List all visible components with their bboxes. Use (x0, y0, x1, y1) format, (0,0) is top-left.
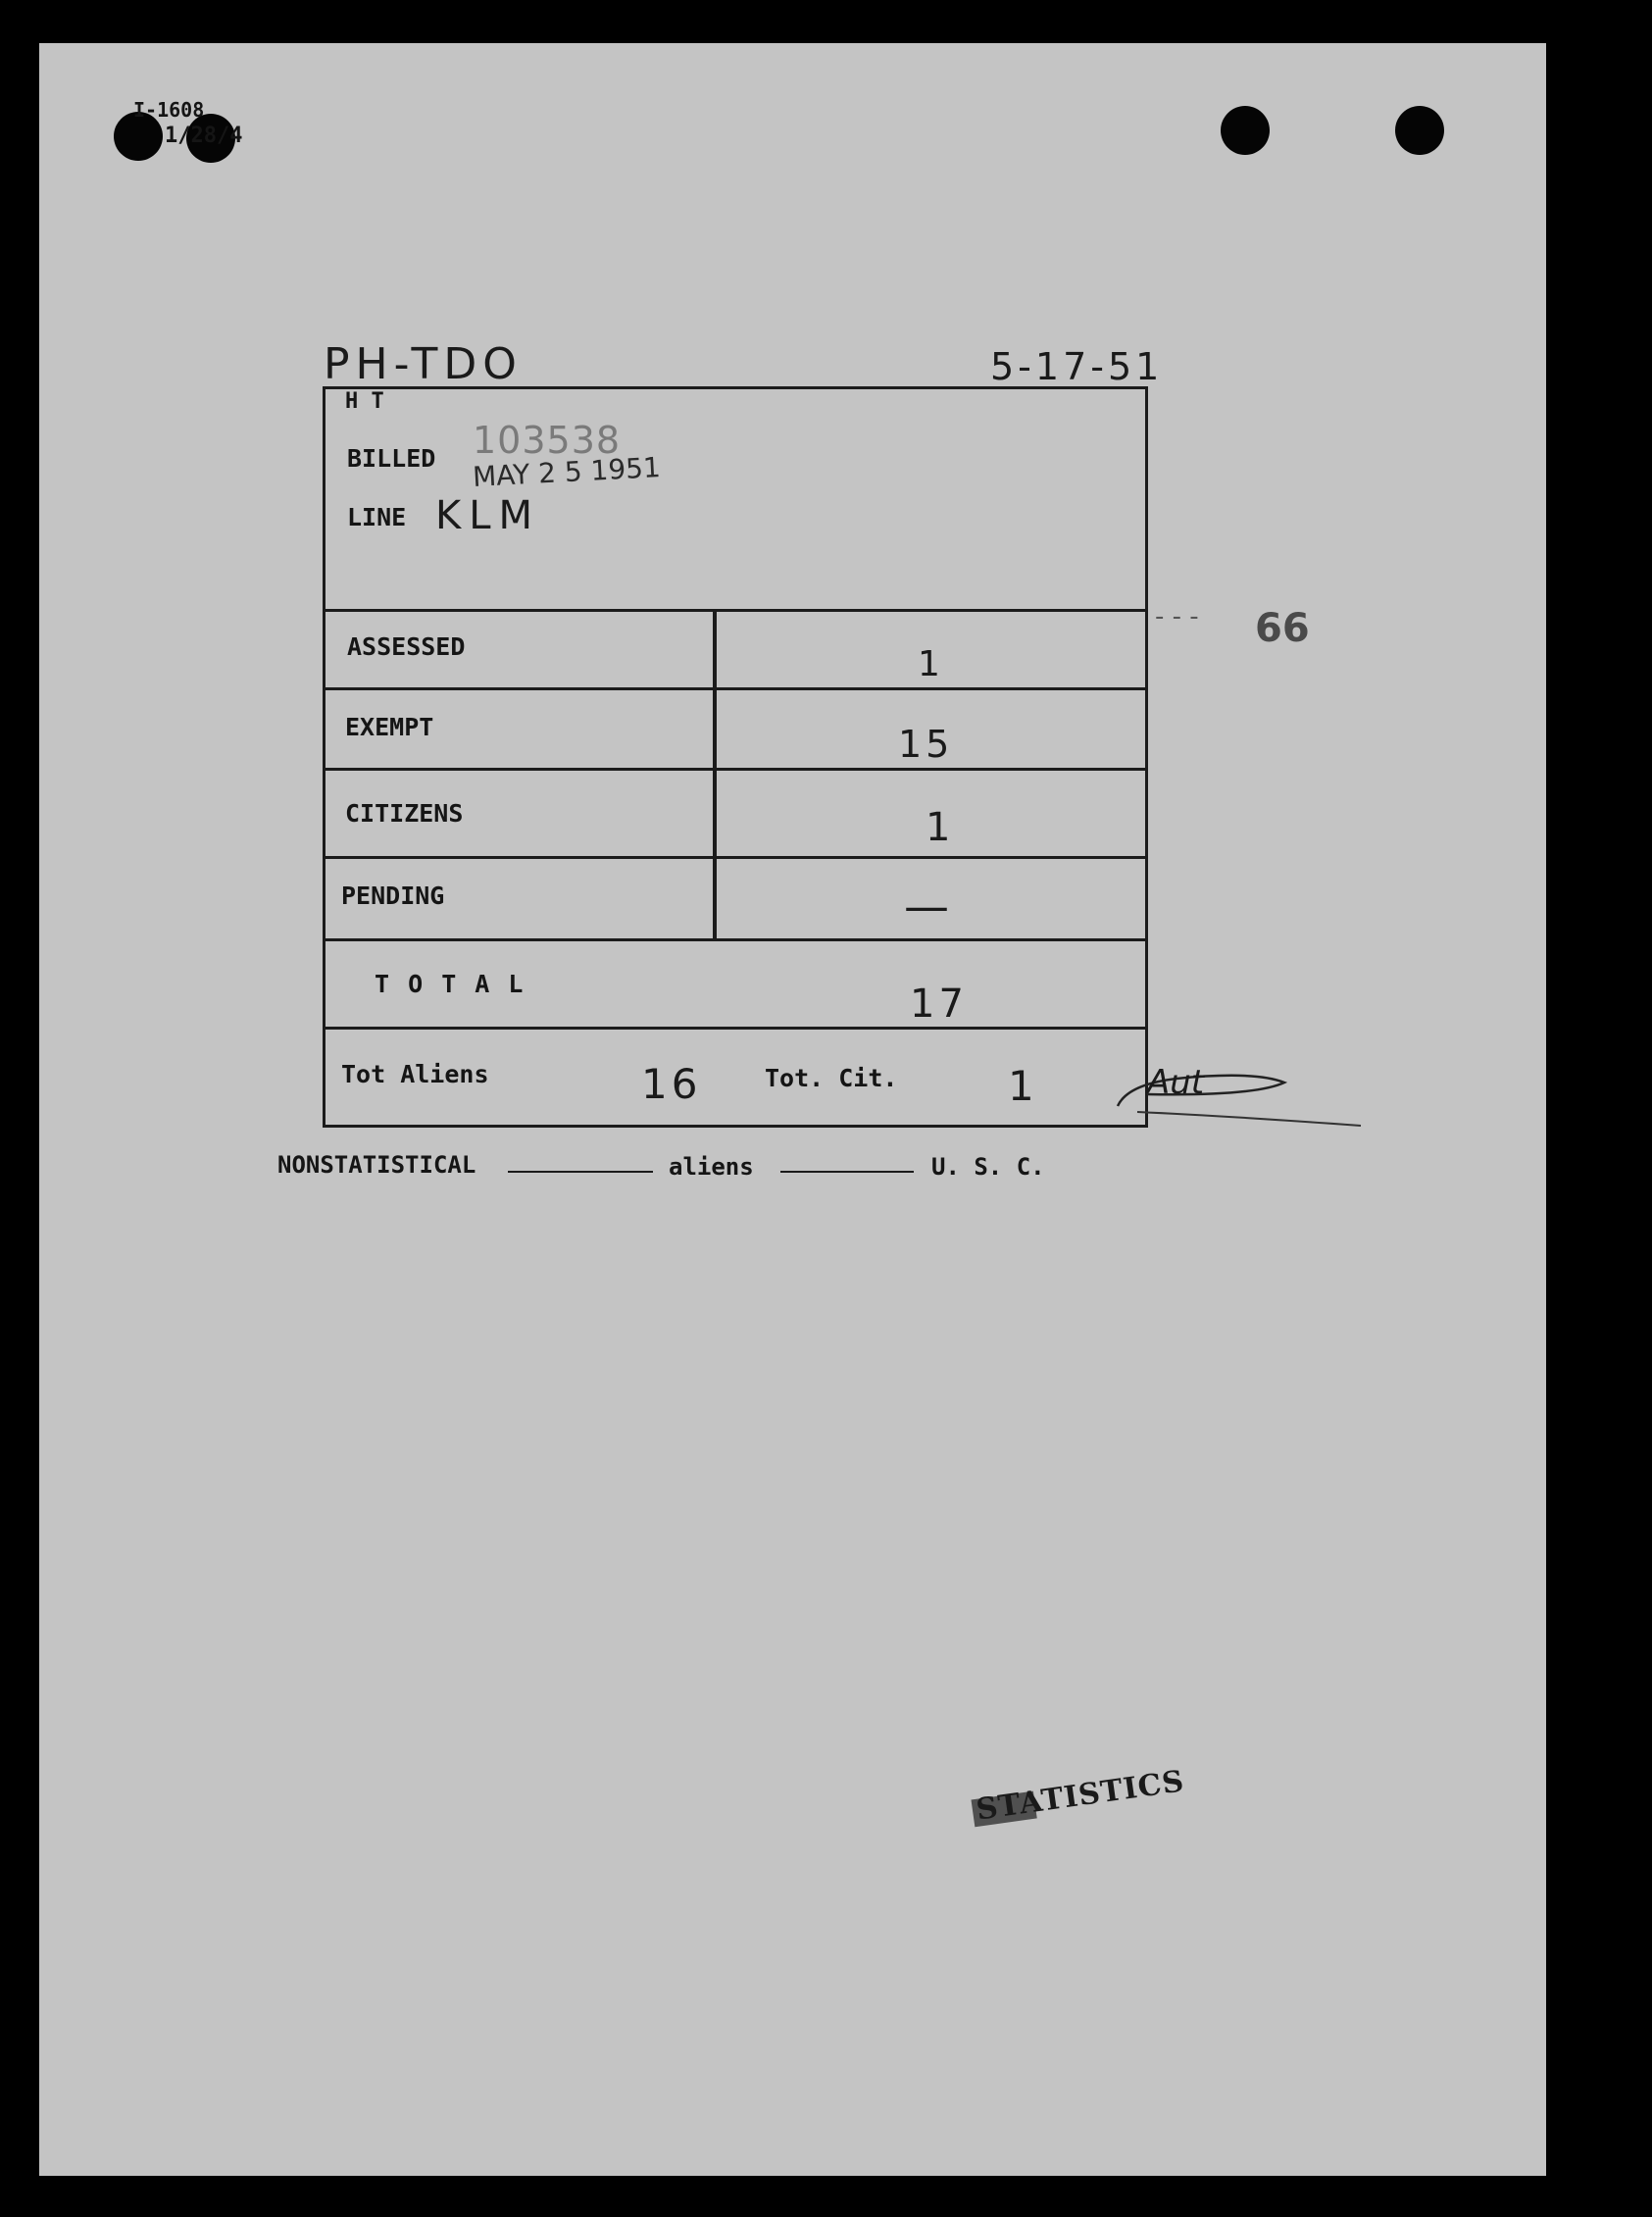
aliens-label: aliens (669, 1153, 754, 1181)
total-value: 17 (910, 982, 968, 1027)
usc-label: U. S. C. (931, 1153, 1045, 1181)
margin-dashes: - - - (1155, 602, 1199, 631)
citizens-label: CITIZENS (345, 799, 464, 828)
tot-aliens-value: 16 (641, 1060, 702, 1108)
tot-aliens-label: Tot Aliens (341, 1060, 489, 1088)
assessed-label: ASSESSED (347, 632, 466, 661)
nonstatistical-label: NONSTATISTICAL (277, 1151, 476, 1179)
tot-cit-label: Tot. Cit. (765, 1064, 898, 1092)
punch-hole-right-2 (1395, 106, 1444, 155)
column-divider (713, 609, 717, 940)
handwritten-date: 5-17-51 (990, 345, 1164, 388)
document-page (39, 43, 1546, 2176)
line-value: KLM (435, 493, 541, 538)
line-label: LINE (347, 503, 407, 531)
form-number: I-1608 (133, 98, 205, 122)
tot-cit-value: 1 (1008, 1062, 1034, 1110)
margin-number: 66 (1255, 606, 1310, 651)
pending-label: PENDING (341, 882, 445, 910)
punch-hole-right-1 (1221, 106, 1270, 155)
rule-pending (325, 938, 1145, 941)
rule-assessed (325, 687, 1145, 690)
assessed-value: 1 (918, 644, 940, 684)
nonstatistical-usc-blank (780, 1169, 914, 1173)
statistics-stamp (975, 1764, 1187, 1827)
form-revision: 1/28/4 (165, 124, 243, 148)
total-label: T O T A L (375, 970, 526, 998)
billed-stamp-number: 103538 (473, 419, 622, 462)
rule-top (325, 609, 1145, 612)
billed-label: BILLED (347, 444, 436, 473)
exempt-value: 15 (898, 723, 954, 766)
exempt-label: EXEMPT (345, 713, 434, 741)
statistics-stamp-text: STATISTICS (974, 1764, 1187, 1828)
citizens-value: 1 (926, 805, 951, 850)
pending-value: — (904, 880, 949, 932)
ht-label: H T (345, 389, 384, 414)
billed-stamp-date: MAY 2 5 1951 (472, 451, 662, 493)
rule-total (325, 1027, 1145, 1030)
rule-citizens (325, 856, 1145, 859)
nonstatistical-aliens-blank (508, 1169, 653, 1173)
form-box (323, 386, 1148, 1128)
rule-exempt (325, 768, 1145, 771)
handwritten-code: PH-TDO (324, 339, 523, 389)
initials: Aut (1147, 1063, 1205, 1102)
